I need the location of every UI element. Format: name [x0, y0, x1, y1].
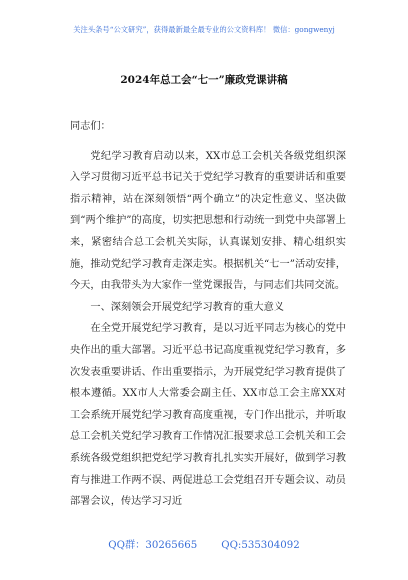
- document-body: [70, 116, 346, 513]
- promo-banner: 关注头条号“公文研究”，获得最新最全最专业的公文资料库！ 微信：gongwenyj: [73, 25, 335, 34]
- paragraph-intro: 党纪学习教育启动以来，XX市总工会机关各级党组织深入学习贯彻习近平总书记关于党纪学习教育的重要讲话和重要指示精神，站在深刻领悟“两个确立”的决定性意义、坚决做到“两个维护”的高度，切实把思想和行动统一到党中央部署上来，紧密结合总工会机关实际，认真谋划安排、精心组织实施，推动党纪学习教育走深走实。根据机关“七一”活动安排，今天，由我带头为大家作一堂党课报告，与同志们共同交流。: [70, 150, 346, 292]
- qq-contact-number: QQ:535304092: [221, 540, 300, 551]
- qq-group-number: QQ群：30265665: [108, 540, 198, 551]
- section-heading: 一、深刻领会开展党纪学习教育的重大意义: [90, 301, 284, 313]
- paragraph-significance: 在全党开展党纪学习教育，是以习近平同志为核心的党中央作出的重大部署。习近平总书记高度重视党纪学习教育，多次发表重要讲话、作出重要指示，为开展党纪学习教育提供了根本遵循。XX市人大常委会副主任、XX市总工会主席XX对工会系统开展党纪学习教育高度重视，专门作出批示，并听取总工会机关党纪学习教育工作情况汇报要求总工会机关和工会系统各级党组织把党纪学习教育扎扎实实开展好，做到学习教育与推进工作两不误、两促进总工会党组召开专题会议、动员部署会议，传达学习习近: [70, 323, 346, 508]
- contact-footer: [0, 536, 408, 551]
- salutation: 同志们：: [70, 121, 111, 132]
- document-title: 2024年总工会“七一”廉政党课讲稿: [120, 74, 288, 86]
